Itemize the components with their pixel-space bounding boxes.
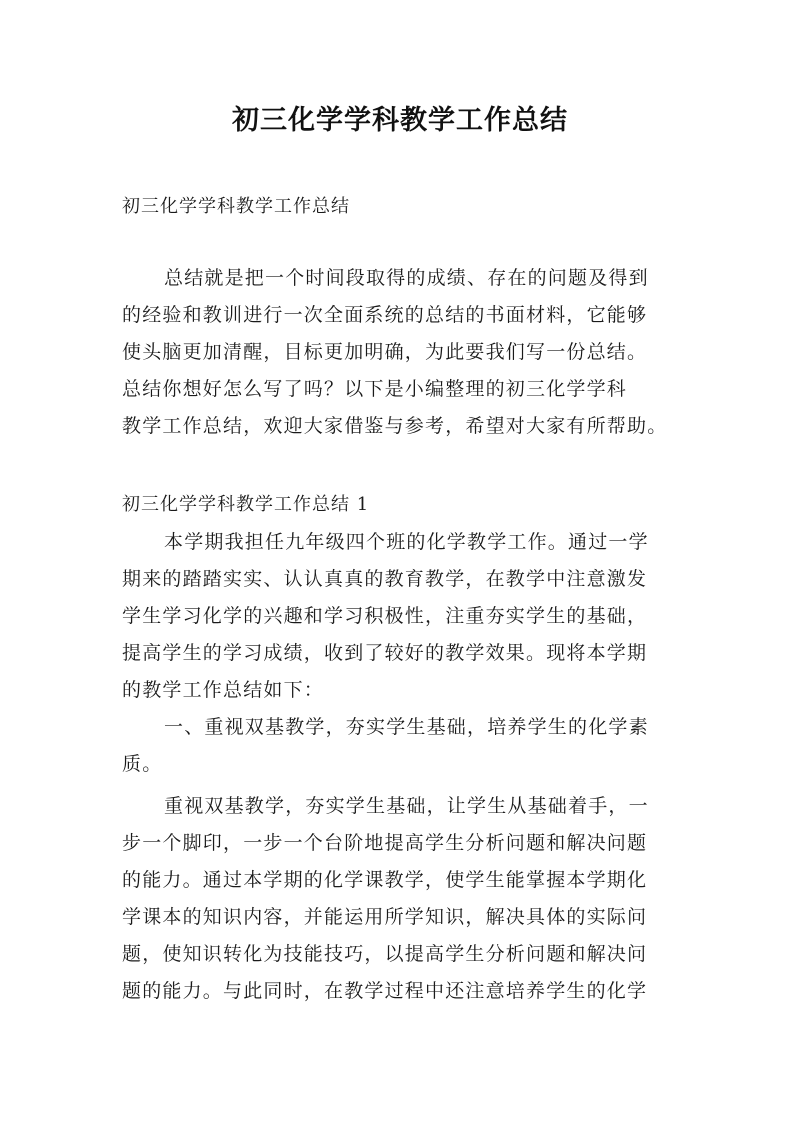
intro-paragraph bbox=[122, 260, 682, 445]
section1-paragraph-3 bbox=[122, 788, 682, 1010]
text-line: 的教学工作总结如下： bbox=[122, 679, 325, 701]
text-line: 总结就是把一个时间段取得的成绩、存在的问题及得到 bbox=[164, 267, 649, 289]
text-line: 题，使知识转化为技能技巧，以提高学生分析问题和解决问 bbox=[122, 943, 648, 965]
section-heading: 初三化学学科教学工作总结 1 bbox=[122, 494, 370, 515]
text-line: 步一个脚印，一步一个台阶地提高学生分析问题和解决问题 bbox=[122, 832, 648, 854]
text-line: 使头脑更加清醒，目标更加明确，为此要我们写一份总结。 bbox=[122, 341, 648, 363]
document-subtitle: 初三化学学科教学工作总结 bbox=[122, 196, 350, 217]
text-line: 一、重视双基教学，夯实学生基础，培养学生的化学素 bbox=[164, 716, 649, 738]
document-title: 初三化学学科教学工作总结 bbox=[232, 105, 568, 136]
text-line: 教学工作总结，欢迎大家借鉴与参考，希望对大家有所帮助。 bbox=[122, 415, 668, 437]
text-line: 期来的踏踏实实、认认真真的教育教学，在教学中注意激发 bbox=[122, 568, 648, 590]
text-line: 质。 bbox=[122, 753, 163, 775]
text-line: 总结你想好怎么写了吗？以下是小编整理的初三化学学科 bbox=[122, 378, 628, 400]
text-line: 的能力。通过本学期的化学课教学，使学生能掌握本学期化 bbox=[122, 869, 648, 891]
section1-paragraph-1 bbox=[122, 524, 682, 709]
text-line: 题的能力。与此同时，在教学过程中还注意培养学生的化学 bbox=[122, 980, 648, 1002]
section1-paragraph-2 bbox=[122, 709, 682, 783]
text-line: 学课本的知识内容，并能运用所学知识，解决具体的实际问 bbox=[122, 906, 648, 928]
text-line: 提高学生的学习成绩，收到了较好的教学效果。现将本学期 bbox=[122, 642, 648, 664]
text-line: 学生学习化学的兴趣和学习积极性，注重夯实学生的基础， bbox=[122, 605, 648, 627]
text-line: 的经验和教训进行一次全面系统的总结的书面材料，它能够 bbox=[122, 304, 648, 326]
text-line: 本学期我担任九年级四个班的化学教学工作。通过一学 bbox=[164, 531, 649, 553]
text-line: 重视双基教学，夯实学生基础，让学生从基础着手，一 bbox=[164, 795, 649, 817]
